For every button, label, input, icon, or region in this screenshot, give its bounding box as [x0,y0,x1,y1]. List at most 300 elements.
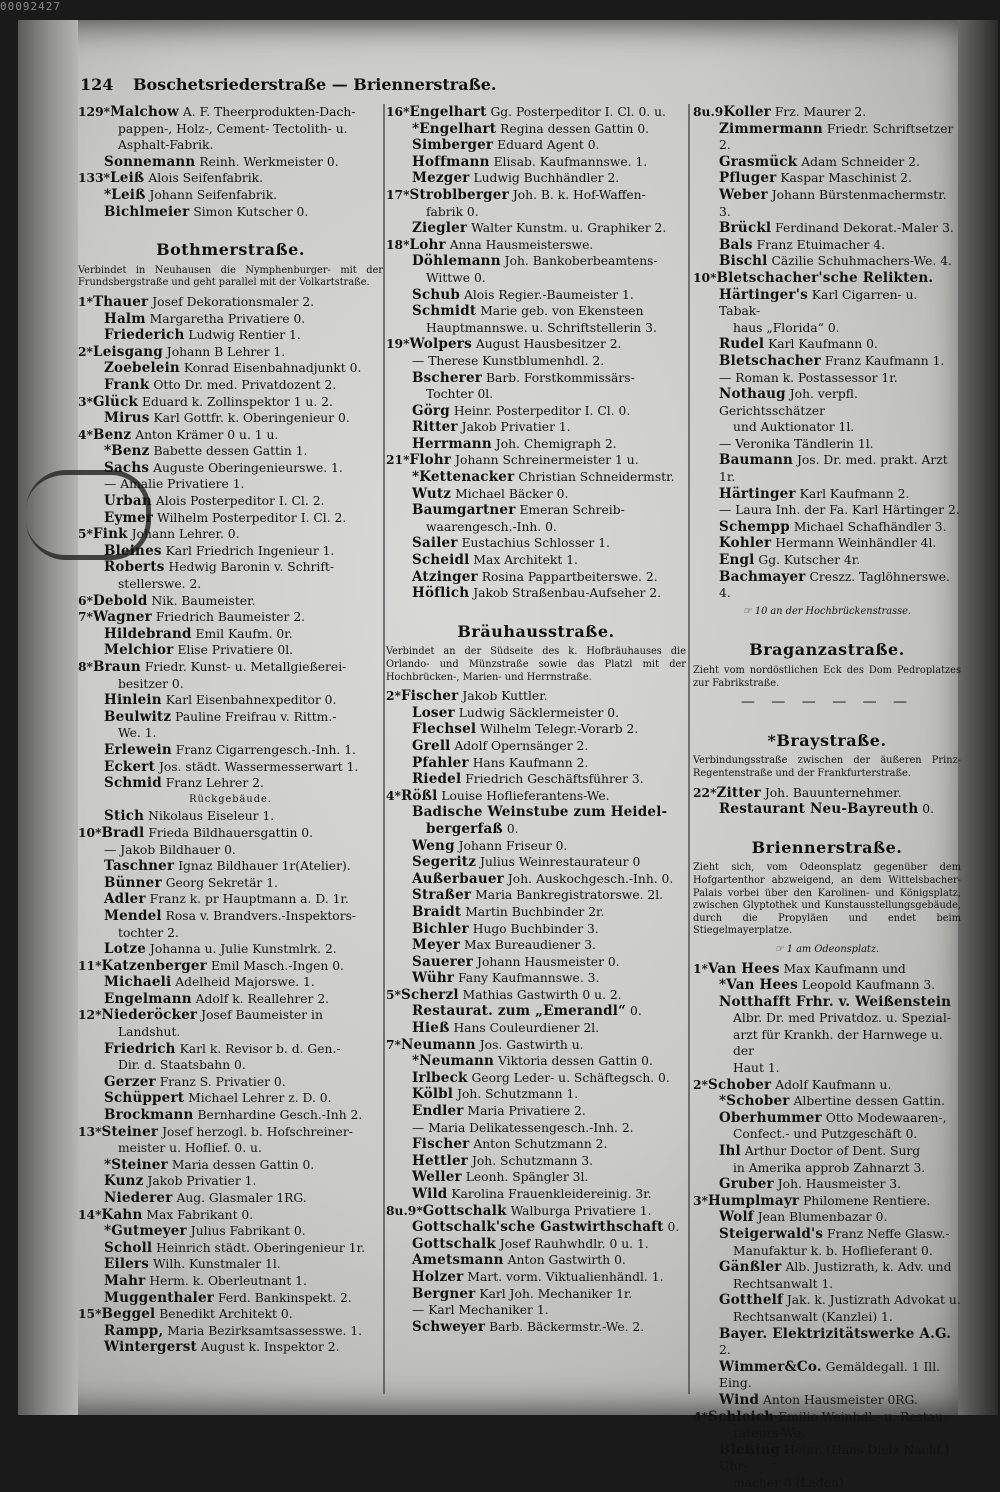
resident-name: Segeritz [412,854,477,871]
directory-entry [386,121,686,138]
resident-name: Fink [93,526,128,543]
resident-name: Brückl [719,220,772,237]
resident-details: Nik. Baumeister. [151,593,256,608]
resident-details: Nikolaus Eiseleur 1. [148,809,275,824]
directory-entry [693,1392,961,1409]
directory-entry [78,759,383,776]
resident-name: Ihl [719,1143,741,1160]
resident-details: Creszz. Taglöhnerswe. 4. [719,569,950,601]
resident-details: Adolf Opernsänger 2. [454,738,589,753]
resident-details: Friedrich Baumeister 2. [155,610,306,625]
resident-name: Wolpers [409,336,472,353]
resident-details: Haut 1. [733,1061,780,1076]
directory-entry [693,353,961,370]
directory-entry [693,1442,961,1475]
resident-details: 0. [667,1220,680,1235]
house-number: 3* [693,1192,708,1208]
resident-name: Neumann [401,1036,476,1053]
resident-name: Gottschalk'sche Gastwirthschaft [412,1219,664,1236]
directory-entry [78,725,383,742]
directory-entry [386,804,686,821]
resident-details: Ludwig Rentier 1. [188,328,301,343]
resident-details: Friedr. Kunst- u. Metallgießerei- [144,660,347,674]
resident-name: Halm [104,310,146,327]
directory-entry [386,1003,686,1020]
resident-name: Döhlemann [412,253,501,270]
resident-name: Eymer [104,509,154,526]
resident-details: Joh. B. k. Hof-Waffen- [512,187,646,202]
resident-name: Steiner [101,1123,159,1140]
resident-details: Rosa v. Brandvers.-Inspektors- [165,908,357,923]
directory-entry [386,403,686,420]
resident-details: Emil Kaufm. 0r. [195,626,293,641]
resident-name: *Neumann [412,1053,495,1070]
directory-entry [693,535,961,552]
resident-name: *Engelhart [412,120,497,137]
resident-name: Holzer [412,1268,464,1285]
resident-details: Margaretha Privatiere 0. [149,311,306,326]
directory-entry [693,1176,961,1193]
directory-entry [693,452,961,485]
resident-name: Oberhummer [719,1109,822,1126]
house-number: 1* [78,293,93,309]
directory-entry [693,1425,961,1442]
directory-entry [78,925,383,942]
resident-name: Roberts [104,559,165,576]
resident-details: Asphalt-Fabrik. [118,138,214,153]
resident-name: Rampp, [104,1322,164,1339]
directory-entry [78,394,383,411]
directory-entry [78,104,383,121]
resident-name: Flohr [409,452,452,469]
directory-entry [386,303,686,320]
directory-entry [386,519,686,536]
directory-entry [693,237,961,254]
resident-details: Wittwe 0. [426,270,486,285]
resident-name: Görg [412,402,450,419]
resident-name: Härtinger's [719,286,808,303]
street-description: Zieht vom nordöstlichen Eck des Dom Pedroplatzes zur Fabrikstraße. [693,665,961,689]
directory-entry [693,977,961,994]
resident-name: Humplmayr [708,1192,800,1209]
resident-details: — Amalie Privatiere 1. [104,477,245,492]
resident-details: Friedr. Schriftsetzer 2. [719,121,954,153]
resident-details: Wilh. Kunstmaler 1l. [152,1257,281,1272]
resident-details: Julius Fabrikant 0. [190,1224,306,1239]
directory-entry [693,1126,961,1143]
resident-details: Hugo Buchbinder 3. [472,921,599,936]
resident-name: Bscherer [412,369,483,386]
directory-entry [693,569,961,602]
resident-details: Bernhardine Gesch.-Inh 2. [197,1108,363,1123]
house-number: 2* [386,688,401,704]
resident-details: Hans Kaufmann 2. [472,755,589,770]
directory-entry [386,970,686,987]
directory-entry [693,1276,961,1293]
directory-entry [693,1093,961,1110]
directory-entry [386,721,686,738]
resident-name: Mahr [104,1272,146,1289]
directory-entry [693,104,961,121]
resident-name: Sauerer [412,953,474,970]
directory-entry [78,1190,383,1207]
directory-entry [693,270,961,287]
street-heading: Braganzastraße. [749,640,905,660]
resident-details: Jakob Straßenbau-Aufseher 2. [473,586,662,601]
resident-details: Johanna u. Julie Kunstmlrk. 2. [149,942,337,957]
resident-details: Landshut. [118,1025,181,1040]
resident-name: Muggenthaler [104,1289,215,1306]
resident-name: Zimmermann [719,120,823,137]
resident-details: Max Architekt 1. [473,553,578,568]
directory-entry [386,1037,686,1054]
resident-details: haus „Florida“ 0. [733,320,840,335]
resident-details: Leonh. Spängler 3l. [465,1170,589,1185]
directory-entry [693,253,961,270]
resident-details: Franz Cigarrengesch.-Inh. 1. [175,742,356,757]
house-number: 6* [78,592,93,608]
directory-entry [693,1193,961,1210]
directory-entry [78,410,383,427]
separator-dashes: — — — — — — [740,694,914,711]
directory-entry [386,187,686,204]
resident-details: — Roman k. Postassessor 1r. [719,370,898,385]
directory-entry [693,1027,961,1060]
house-number: 10* [693,269,717,285]
resident-details: Georg Sekretär 1. [165,875,278,890]
resident-name: Bichlmeier [104,203,190,220]
resident-details: Joh. Schutzmann 3. [471,1153,594,1168]
resident-name: Melchior [104,642,174,659]
resident-name: Friedrich [104,1040,176,1057]
resident-details: Georg Leder- u. Schäftegsch. 0. [471,1070,670,1085]
resident-details: Joh. Chemigraph 2. [495,436,617,451]
resident-name: Meyer [412,937,461,954]
resident-name: Sailer [412,535,458,552]
resident-details: Karl Kaufmann 2. [799,486,910,501]
directory-entry [78,642,383,659]
street-description: Zieht sich, vom Odeonsplatz gegenüber dem Hofgartenthor abzweigend, an dem Wittelsbacher-Palais vorbei über den Karolinen- und Königsplatz, zwischen Glyptothek und Kunstausstellungsgebäude, durch die Propyläen und endet beim Stiegelmayerplatze. [693,862,961,937]
resident-name: Malchow [110,104,179,120]
resident-name: Koller [723,104,771,120]
resident-details: Anna Hausmeisterswe. [449,237,594,252]
page-number: 124 [80,75,114,94]
resident-details: Ferd. Bankinspekt. 2. [218,1290,352,1305]
resident-details: Anton Krämer 0 u. 1 u. [135,427,279,442]
resident-details: Wilhelm Telegr.-Vorarb 2. [480,722,639,737]
resident-details: Jean Blumenbazar 0. [757,1210,888,1225]
resident-details: Jakob Kuttler. [462,689,548,704]
resident-name: Schleich [708,1408,775,1425]
resident-name: Grell [412,737,451,754]
directory-entry [386,320,686,337]
directory-entry [693,1259,961,1276]
directory-entry [693,994,961,1011]
resident-name: Leiß [110,170,145,187]
resident-name: Beggel [101,1306,156,1323]
resident-details: Hedwig Baronin v. Schrift- [168,560,334,575]
resident-name: Zitter [716,784,761,801]
resident-details: Adelheid Majorswe. 1. [175,975,315,990]
resident-details: Karl Cigarren- u. Tabak- [719,287,918,319]
resident-details: Michael Schafhändler 3. [793,519,947,534]
resident-details: Maria dessen Gattin 0. [171,1157,315,1172]
directory-entry [386,1120,686,1137]
resident-details: Marie geb. von Ekensteen [480,304,644,319]
resident-details: Fany Kaufmannswe. 3. [458,971,600,986]
directory-entry [78,460,383,477]
directory-entry [386,1269,686,1286]
resident-name: Bletschacher [719,352,821,369]
directory-entry [693,154,961,171]
page-edge [958,20,998,1415]
resident-details: Benedikt Architekt 0. [159,1307,293,1322]
resident-name: Zoebelein [104,360,180,377]
resident-details: meister u. Hoflief. 0. u. [118,1141,262,1156]
resident-details: Josef herzogl. b. Hofschreiner- [162,1124,353,1139]
resident-name: Riedel [412,771,462,788]
directory-entry [693,502,961,519]
resident-name: Sachs [104,459,150,476]
resident-details: Adolf k. Reallehrer 2. [195,991,330,1006]
resident-name: Eckert [104,758,156,775]
resident-details: Elise Privatiere 0l. [177,643,294,658]
directory-entry [78,958,383,975]
directory-entry [78,543,383,560]
directory-entry [78,1074,383,1091]
resident-name: Scheidl [412,552,470,569]
resident-name: Debold [93,592,148,609]
resident-name: Niederöcker [101,1007,198,1024]
resident-name: Wimmer&Co. [719,1358,822,1375]
resident-details: Hermann Weinhändler 4l. [775,536,937,551]
resident-details: Barb. Forstkommissärs- [485,370,635,385]
resident-details: Emil Masch.-Ingen 0. [210,958,344,973]
house-number: 3* [78,393,93,409]
resident-details: Pauline Freifrau v. Rittm.- [175,709,337,724]
directory-entry [78,137,383,154]
resident-name: *Kettenacker [412,469,515,486]
resident-name: Braun [93,659,141,675]
street-heading: Bräuhausstraße. [457,621,615,641]
directory-entry [693,187,961,220]
directory-entry [386,771,686,788]
directory-entry [693,1475,961,1492]
directory-entry [78,659,383,676]
cross-reference-note: ☞ 1 am Odeonsplatz. [774,943,880,955]
resident-details: Gemäldegall. 1 Ill. Eing. [719,1359,941,1391]
resident-details: rateurs-We. [733,1426,805,1441]
directory-entry [78,676,383,693]
resident-details: tochter 2. [118,925,179,940]
street-heading: Briennerstraße. [751,837,903,857]
resident-details: — Veronika Tändlerin 1l. [719,436,874,451]
resident-details: Eduard Agent 0. [497,138,600,153]
resident-details: in Amerika approb Zahnarzt 3. [733,1160,926,1175]
resident-details: Ignaz Bildhauer 1r(Atelier). [178,859,351,874]
resident-details: Joh. Auskochgesch.-Inh. 0. [507,871,674,886]
resident-name: Flechsel [412,721,477,738]
resident-details: — Maria Delikatessengesch.-Inh. 2. [412,1120,634,1135]
resident-details: Jos. städt. Wassermesserwart 1. [158,759,359,774]
resident-details: Rechtsanwalt (Kanzlei) 1. [733,1309,893,1324]
directory-entry [386,854,686,871]
directory-entry [78,187,383,204]
directory-entry [386,370,686,387]
directory-entry [78,1090,383,1107]
resident-details: Gg. Posterpeditor I. Cl. 0. u. [490,105,666,119]
house-number: 7* [78,609,93,625]
directory-entry [78,1256,383,1273]
resident-name: Mezger [412,170,470,187]
resident-name: Schüppert [104,1090,185,1107]
resident-details: Adam Schneider 2. [801,154,920,169]
resident-name: Gruber [719,1176,774,1193]
resident-name: Rößl [401,787,438,804]
directory-entry [693,386,961,419]
resident-name: Lohr [409,236,446,253]
resident-name: Rudel [719,336,765,353]
resident-details: — Therese Kunstblumenhdl. 2. [412,353,605,368]
directory-entry [78,1290,383,1307]
directory-entry [386,1236,686,1253]
resident-name: Katzenberger [101,957,208,974]
directory-entry [386,1169,686,1186]
resident-details: Viktoria dessen Gattin 0. [498,1054,653,1069]
resident-name: Pfluger [719,170,777,187]
directory-entry [386,469,686,486]
resident-name: Michaeli [104,974,172,991]
resident-details: Adolf Kaufmann u. [775,1077,892,1092]
resident-details: Jak. k. Justizrath Advokat u. [786,1293,961,1308]
resident-name: Ziegler [412,220,468,237]
resident-name: Grasmück [719,153,798,170]
directory-entry [386,452,686,469]
resident-name: Weller [412,1169,462,1186]
resident-details: Max Bureaudiener 3. [464,938,596,953]
resident-name: Kahn [101,1206,143,1223]
directory-entry [78,121,383,138]
house-number: 4* [78,426,93,442]
resident-details: Johann Bürstenmachermstr. 3. [719,187,947,219]
resident-details: Auguste Oberingenieurswe. 1. [153,460,343,475]
resident-details: Otto Modewaaren-, [825,1110,947,1125]
directory-entry [693,785,961,802]
resident-name: Gottschalk [422,1202,507,1219]
cross-reference-note: ☞ 10 an der Hochbrückenstrasse. [742,605,912,617]
resident-name: Irlbeck [412,1069,468,1086]
resident-name: Scherzl [401,986,459,1003]
resident-name: Bünner [104,874,162,891]
resident-name: Schmid [104,775,162,792]
directory-entry [78,1057,383,1074]
directory-entry [386,821,686,838]
resident-details: Franz Etuimacher 4. [756,237,886,252]
directory-entry [693,1226,961,1243]
directory-entry [78,742,383,759]
directory-entry [386,569,686,586]
resident-details: Josef Dekorationsmaler 2. [152,294,315,309]
resident-name: Urban [104,493,152,510]
resident-name: Taschner [104,858,175,875]
directory-entry [78,775,383,792]
directory-entry [386,1020,686,1037]
house-number: 10* [78,824,102,840]
directory-entry [78,154,383,171]
directory-entry [386,705,686,722]
resident-details: Heinr. (Hans Dietz Nachf.) Uhr- [719,1442,950,1474]
resident-name: *Gutmeyer [104,1223,187,1240]
house-number: 11* [78,957,102,973]
directory-entry [78,875,383,892]
directory-entry [78,1306,383,1323]
directory-entry [386,1053,686,1070]
resident-details: Regina dessen Gattin 0. [500,121,650,136]
resident-name: Schmidt [412,303,477,320]
resident-name: *Benz [104,443,150,460]
directory-entry [78,1024,383,1041]
resident-name: Baumgartner [412,502,516,519]
house-number: 8* [78,659,93,674]
directory-entry [693,801,961,818]
resident-details: Michael Lehrer z. D. 0. [188,1091,332,1106]
resident-name: Schub [412,286,461,303]
directory-entry [386,738,686,755]
directory-entry [78,842,383,859]
directory-entry [693,1143,961,1160]
house-number: 5* [78,526,93,542]
house-number: 14* [78,1206,102,1222]
directory-entry [693,1077,961,1094]
directory-entry [78,974,383,991]
scan-id: 00092427 [0,0,61,13]
resident-name: Bleßing [719,1441,781,1458]
resident-details: Emeran Schreib- [519,503,625,518]
resident-details: Jos. Gastwirth u. [479,1037,584,1052]
street-description: Verbindet an der Südseite des k. Hofbräuhauses die Orlando- und Münzstraße sowie das Platzl mit der Hochbrücken-, Marien- und Herrnstraße. [386,646,686,683]
directory-entry [78,941,383,958]
directory-entry [693,1209,961,1226]
house-number: 1* [693,960,708,976]
resident-details: Johann Friseur 0. [458,838,568,853]
directory-entry [693,419,961,436]
directory-entry [78,1157,383,1174]
resident-details: Rechtsanwalt 1. [733,1276,834,1291]
resident-name: Bleines [104,542,162,559]
resident-details: Frieda Bildhauersgattin 0. [148,825,314,840]
resident-name: Eilers [104,1256,150,1273]
directory-entry [386,270,686,287]
resident-details: Manufaktur k. b. Hoflieferant 0. [733,1243,933,1258]
resident-details: Aug. Glasmaler 1RG. [176,1191,307,1205]
house-number: 17* [386,186,410,202]
resident-name: Schempp [719,518,790,535]
resident-details: Maria Privatiere 2. [467,1104,586,1119]
resident-name: Scholl [104,1239,153,1256]
house-number: 21* [386,452,410,468]
resident-name: Hildebrand [104,625,192,642]
directory-entry [386,585,686,602]
resident-name: Brockmann [104,1107,194,1124]
resident-details: macher 0 (Laden). [733,1475,848,1490]
directory-entry [386,871,686,888]
directory-entry [386,954,686,971]
directory-entry [386,353,686,370]
resident-details: Elisab. Kaufmannswe. 1. [493,154,648,169]
directory-entry [78,1339,383,1356]
resident-details: Johann Lehrer. 0. [131,527,240,542]
directory-entry [386,502,686,519]
